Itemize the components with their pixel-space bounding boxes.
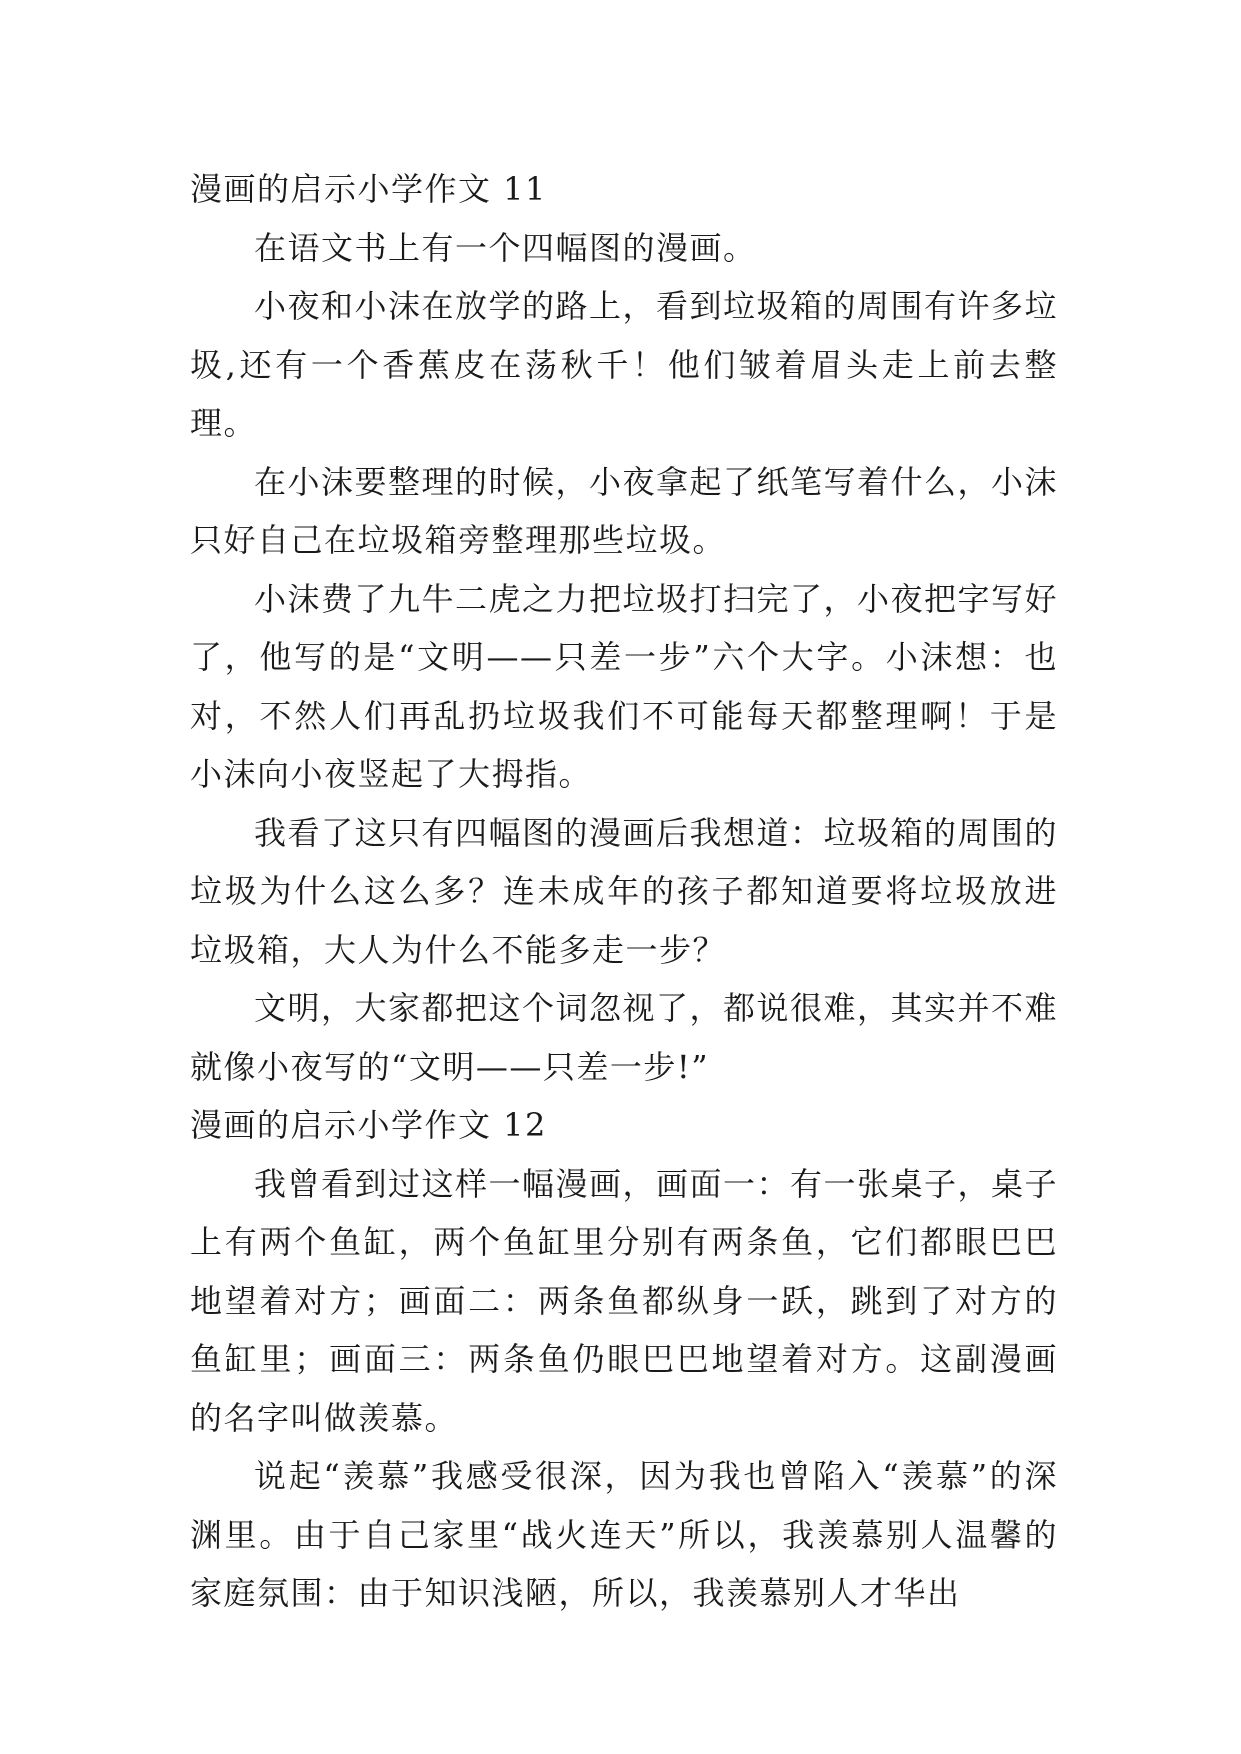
paragraph: 在小沫要整理的时候，小夜拿起了纸笔写着什么，小沫只好自己在垃圾箱旁整理那些垃圾。: [190, 462, 1059, 559]
paragraph: 小夜和小沫在放学的路上，看到垃圾箱的周围有许多垃圾,还有一个香蕉皮在荡秋千！他们皱着眉头走上前去整理。: [190, 287, 1059, 442]
paragraph: 我曾看到过这样一幅漫画，画面一：有一张桌子，桌子上有两个鱼缸，两个鱼缸里分别有两条鱼，它们都眼巴巴地望着对方；画面二：两条鱼都纵身一跃，跳到了对方的鱼缸里；画面三：两条鱼仍眼巴巴地望着对方。这副漫画的名字叫做羡慕。: [190, 1164, 1059, 1437]
paragraph: 在语文书上有一个四幅图的漫画。: [254, 228, 757, 267]
paragraph: 小沫费了九牛二虎之力把垃圾打扫完了，小夜把字写好了，他写的是“文明——只差一步”六个大字。小沫想：也对，不然人们再乱扔垃圾我们不可能每天都整理啊！于是小沫向小夜竖起了大拇指。: [190, 579, 1059, 793]
paragraph: 我看了这只有四幅图的漫画后我想道：垃圾箱的周围的垃圾为什么这么多？连未成年的孩子都知道要将垃圾放进垃圾箱，大人为什么不能多走一步？: [190, 813, 1059, 969]
paragraph: 文明，大家都把这个词忽视了，都说很难，其实并不难就像小夜写的“文明——只差一步!”: [190, 989, 1059, 1086]
essay-section-12: [190, 1096, 1058, 1623]
section-heading: 漫画的启示小学作文 12: [190, 1106, 547, 1144]
essay-section-11: [190, 160, 1058, 1096]
paragraph: 说起“羡慕”我感受很深，因为我也曾陷入“羡慕”的深渊里。由于自己家里“战火连天”所以，我羡慕别人温馨的家庭氛围：由于知识浅陋，所以，我羡慕别人才华出: [190, 1457, 1058, 1612]
section-heading: 漫画的启示小学作文 11: [190, 170, 547, 208]
document-body: [190, 160, 1058, 1623]
